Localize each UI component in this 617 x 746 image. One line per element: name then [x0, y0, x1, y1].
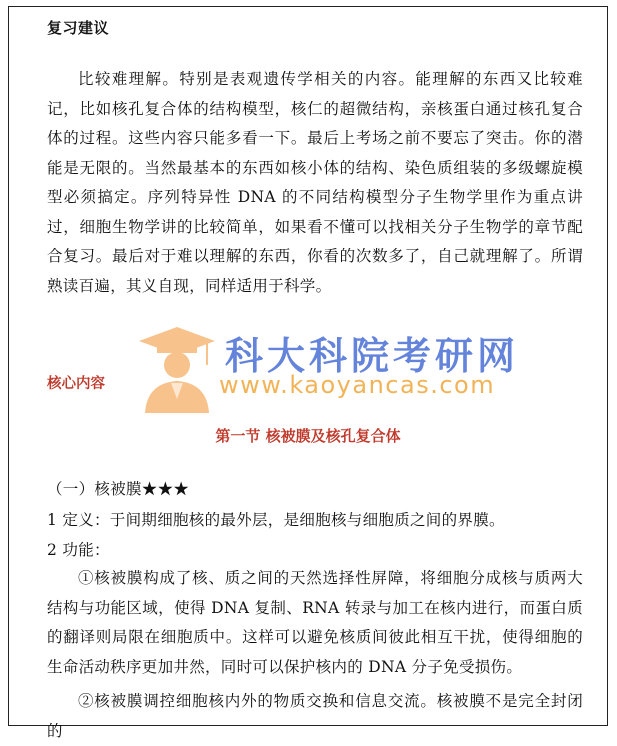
review-paragraph: 比较难理解。特别是表观遗传学相关的内容。能理解的东西又比较难记，比如核孔复合体的结构模型，核仁的超微结构，亲核蛋白通过核孔复合体的过程。这些内容只能多看一下。最后上考场之前不要忘了突击。你的潜能是无限的。当然最基本的东西如核小体的结构、染色质组装的多级螺旋模型必须搞定。序列特异性 DNA 的不同结构模型分子生物学里作为重点讲过，细胞生物学讲的比较简单，如果看不懂可以找相关分子生物学的章节配合复习。最后对于难以理解的东西，你看的次数多了，自己就理解了。所谓熟读百遍，其义自现，同样适用于科学。 [47, 70, 583, 295]
watermark-url: www.kaoyancas.com [219, 371, 496, 399]
definition-line: 1 定义：于间期细胞核的最外层，是细胞核与细胞质之间的界膜。 [47, 511, 505, 529]
document-page [8, 6, 608, 740]
graduate-logo-icon [137, 325, 217, 413]
watermark [137, 325, 520, 415]
section-heading: （一）核被膜★★★ [47, 480, 190, 498]
function-label: 2 功能： [47, 541, 110, 559]
core-content-label: 核心内容 [47, 375, 105, 392]
function-paragraph-2: ②核被膜调控细胞核内外的物质交换和信息交流。核被膜不是完全封闭的 [47, 692, 583, 740]
function-paragraph-1: ①核被膜构成了核、质之间的天然选择性屏障，将细胞分成核与质两大结构与功能区域，使得 DNA 复制、RNA 转录与加工在核内进行，而蛋白质的翻译则局限在细胞质中。这样可以避免核质间彼此相互干扰，使得细胞的生命活动秩序更加井然，同时可以保护核内的 DNA 分子免受损伤。 [47, 569, 583, 676]
chapter-title: 第一节 核被膜及核孔复合体 [215, 427, 401, 445]
watermark-name: 科大科院考研网 [225, 334, 520, 378]
review-heading: 复习建议 [47, 19, 110, 37]
